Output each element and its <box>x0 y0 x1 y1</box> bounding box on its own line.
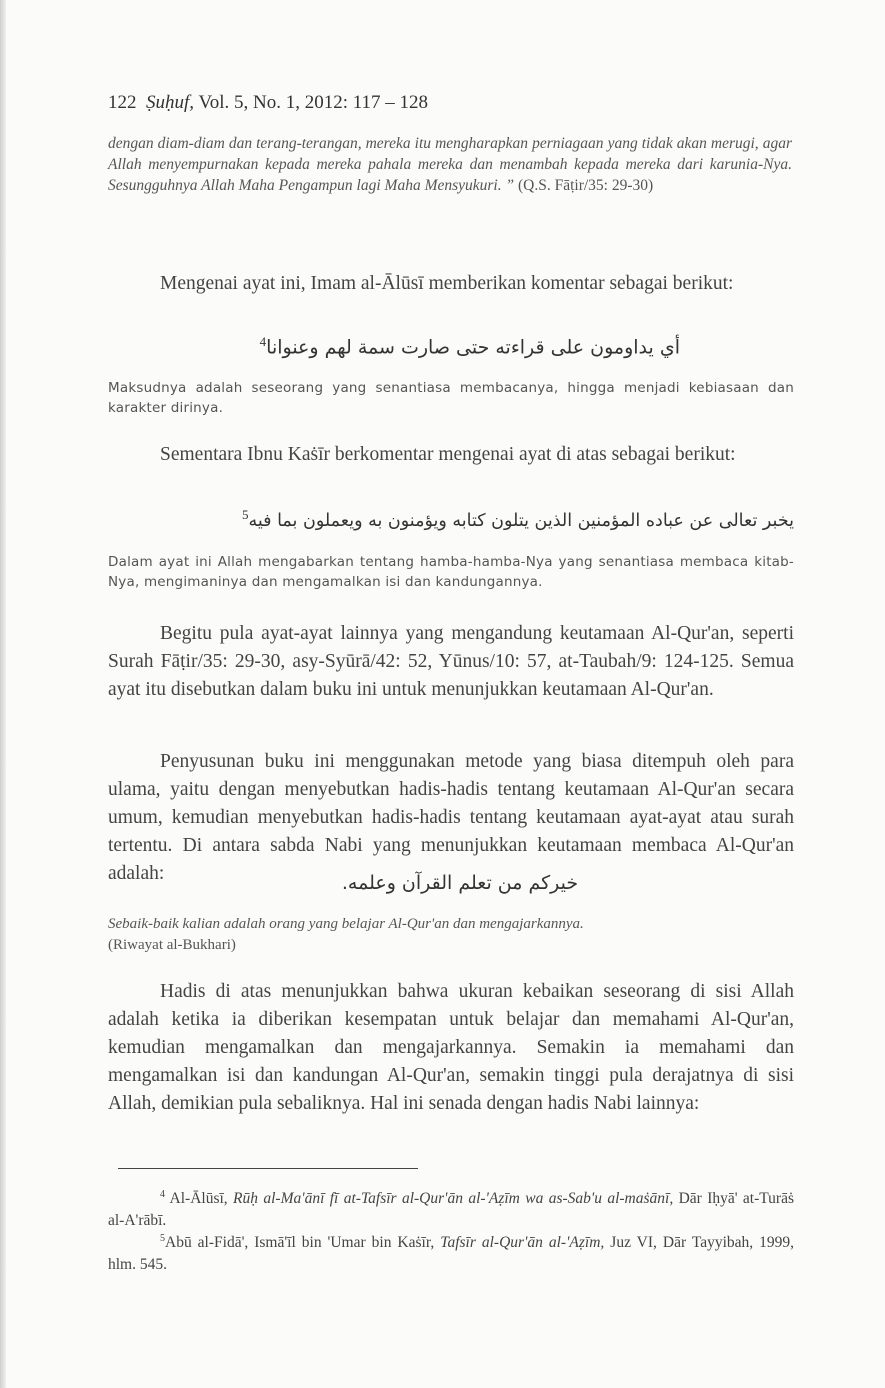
translation-alusi: Maksudnya adalah seseorang yang senantiasa membacanya, hingga menjadi kebiasaan dan karakter dirinya. <box>108 380 794 416</box>
hadis-translation-text: Sebaik-baik kalian adalah orang yang belajar Al-Qur'an dan mengajarkannya. <box>108 916 584 932</box>
footnote-4-marker: 4 <box>160 1189 165 1200</box>
footnote-divider <box>118 1168 418 1169</box>
quran-translation-quote <box>108 133 792 196</box>
journal-name: Ṣuḥuf, <box>146 92 195 113</box>
hadis-reference: (Riwayat al-Bukhari) <box>108 937 236 953</box>
quote-reference: (Q.S. Fāṭir/35: 29-30) <box>518 177 654 194</box>
paragraph-kasir-intro: Sementara Ibnu Kaṡīr berkomentar mengenai ayat di atas sebagai berikut: <box>160 444 736 465</box>
arabic-quote-kasir <box>166 507 794 531</box>
arabic-hadis: خيركم من تعلم القرآن وعلمه. <box>341 872 579 894</box>
paragraph-alusi-intro: Mengenai ayat ini, Imam al-Ālūsī memberikan komentar sebagai berikut: <box>160 273 734 294</box>
translation-kasir: Dalam ayat ini Allah mengabarkan tentang hamba-hamba-Nya yang senantiasa membaca kitab-Nya, mengimaninya dan mengamalkan isi dan kandungannya. <box>108 554 794 590</box>
page-number: 122 <box>108 92 137 113</box>
footnote-4 <box>108 1184 794 1232</box>
running-header <box>108 92 428 114</box>
arabic-quote-alusi <box>200 334 680 358</box>
footnote-4-author: Al-Ālūsī, <box>169 1190 228 1208</box>
footnote-5-marker: 5 <box>160 1233 165 1244</box>
translation-hadis <box>108 914 794 956</box>
paragraph-hadis-explanation: Hadis di atas menunjukkan bahwa ukuran kebaikan seseorang di sisi Allah adalah ketika ia diberikan kesempatan untuk belajar dan memahami Al-Qur'an, kemudian mengamalkan dan mengajarkannya. Semakin ia memahami dan mengamalkan isi dan kandungan Al-Qur'an, semakin tinggi pula derajatnya di sisi Allah, demikian pula sebaliknya. Hal ini senada dengan hadis Nabi lainnya: <box>108 981 794 1114</box>
paragraph-penyusunan: Penyusunan buku ini menggunakan metode yang biasa ditempuh oleh para ulama, yaitu dengan menyebutkan hadis-hadis tentang keutamaan Al-Qur'an secara umum, kemudian menyebutkan hadis-hadis tentang keutamaan ayat-ayat atau surah tertentu. Di antara sabda Nabi yang menunjukkan keutamaan membaca Al-Qur'an adalah: <box>108 751 794 884</box>
arabic-text-kasir: يخبر تعالى عن عباده المؤمنين الذين يتلون كتابه ويؤمنون به ويعملون بما فيه <box>248 510 794 531</box>
footnote-5-title: Tafsīr al-Qur'ān al-'Aẓīm, <box>440 1234 605 1252</box>
footnote-4-title: Rūḥ al-Ma'ānī fī at-Tafsīr al-Qur'ān al-'Aẓīm wa as-Sab'u al-maṡānī, <box>233 1190 674 1208</box>
footnote-marker-5: 5 <box>242 507 249 522</box>
footnote-5 <box>108 1228 794 1276</box>
footnote-4-publisher: Dār Iḥyā' at-Turāṡ al-A'rābī. <box>108 1190 795 1230</box>
journal-citation: Vol. 5, No. 1, 2012: 117 – 128 <box>198 92 429 113</box>
arabic-text-alusi: أي يداومون على قراءته حتى صارت سمة لهم وعنوانا <box>266 336 680 359</box>
footnote-5-author: Abū al-Fidā', Ismā'īl bin 'Umar bin Kaṡīr, <box>165 1234 435 1252</box>
footnote-5-publisher: Juz VI, Dār Tayyibah, 1999, hlm. 545. <box>108 1234 795 1274</box>
quote-italic-text: dengan diam-diam dan terang-terangan, mereka itu mengharapkan perniagaan yang tidak akan merugi, agar Allah menyempurnakan kepada mereka pahala mereka dan menambah kepada mereka dari karunia-Nya. Sesungguhnya Allah Maha Pengampun lagi Maha Mensyukuri. ” <box>108 135 792 194</box>
scan-edge <box>0 0 6 1388</box>
paragraph-begitu: Begitu pula ayat-ayat lainnya yang mengandung keutamaan Al-Qur'an, seperti Surah Fāṭir/35: 29-30, asy-Syūrā/42: 52, Yūnus/10: 57, at-Taubah/9: 124-125. Semua ayat itu disebutkan dalam buku ini untuk menunjukkan keutamaan Al-Qur'an. <box>108 623 794 700</box>
footnote-marker-4: 4 <box>259 334 267 349</box>
